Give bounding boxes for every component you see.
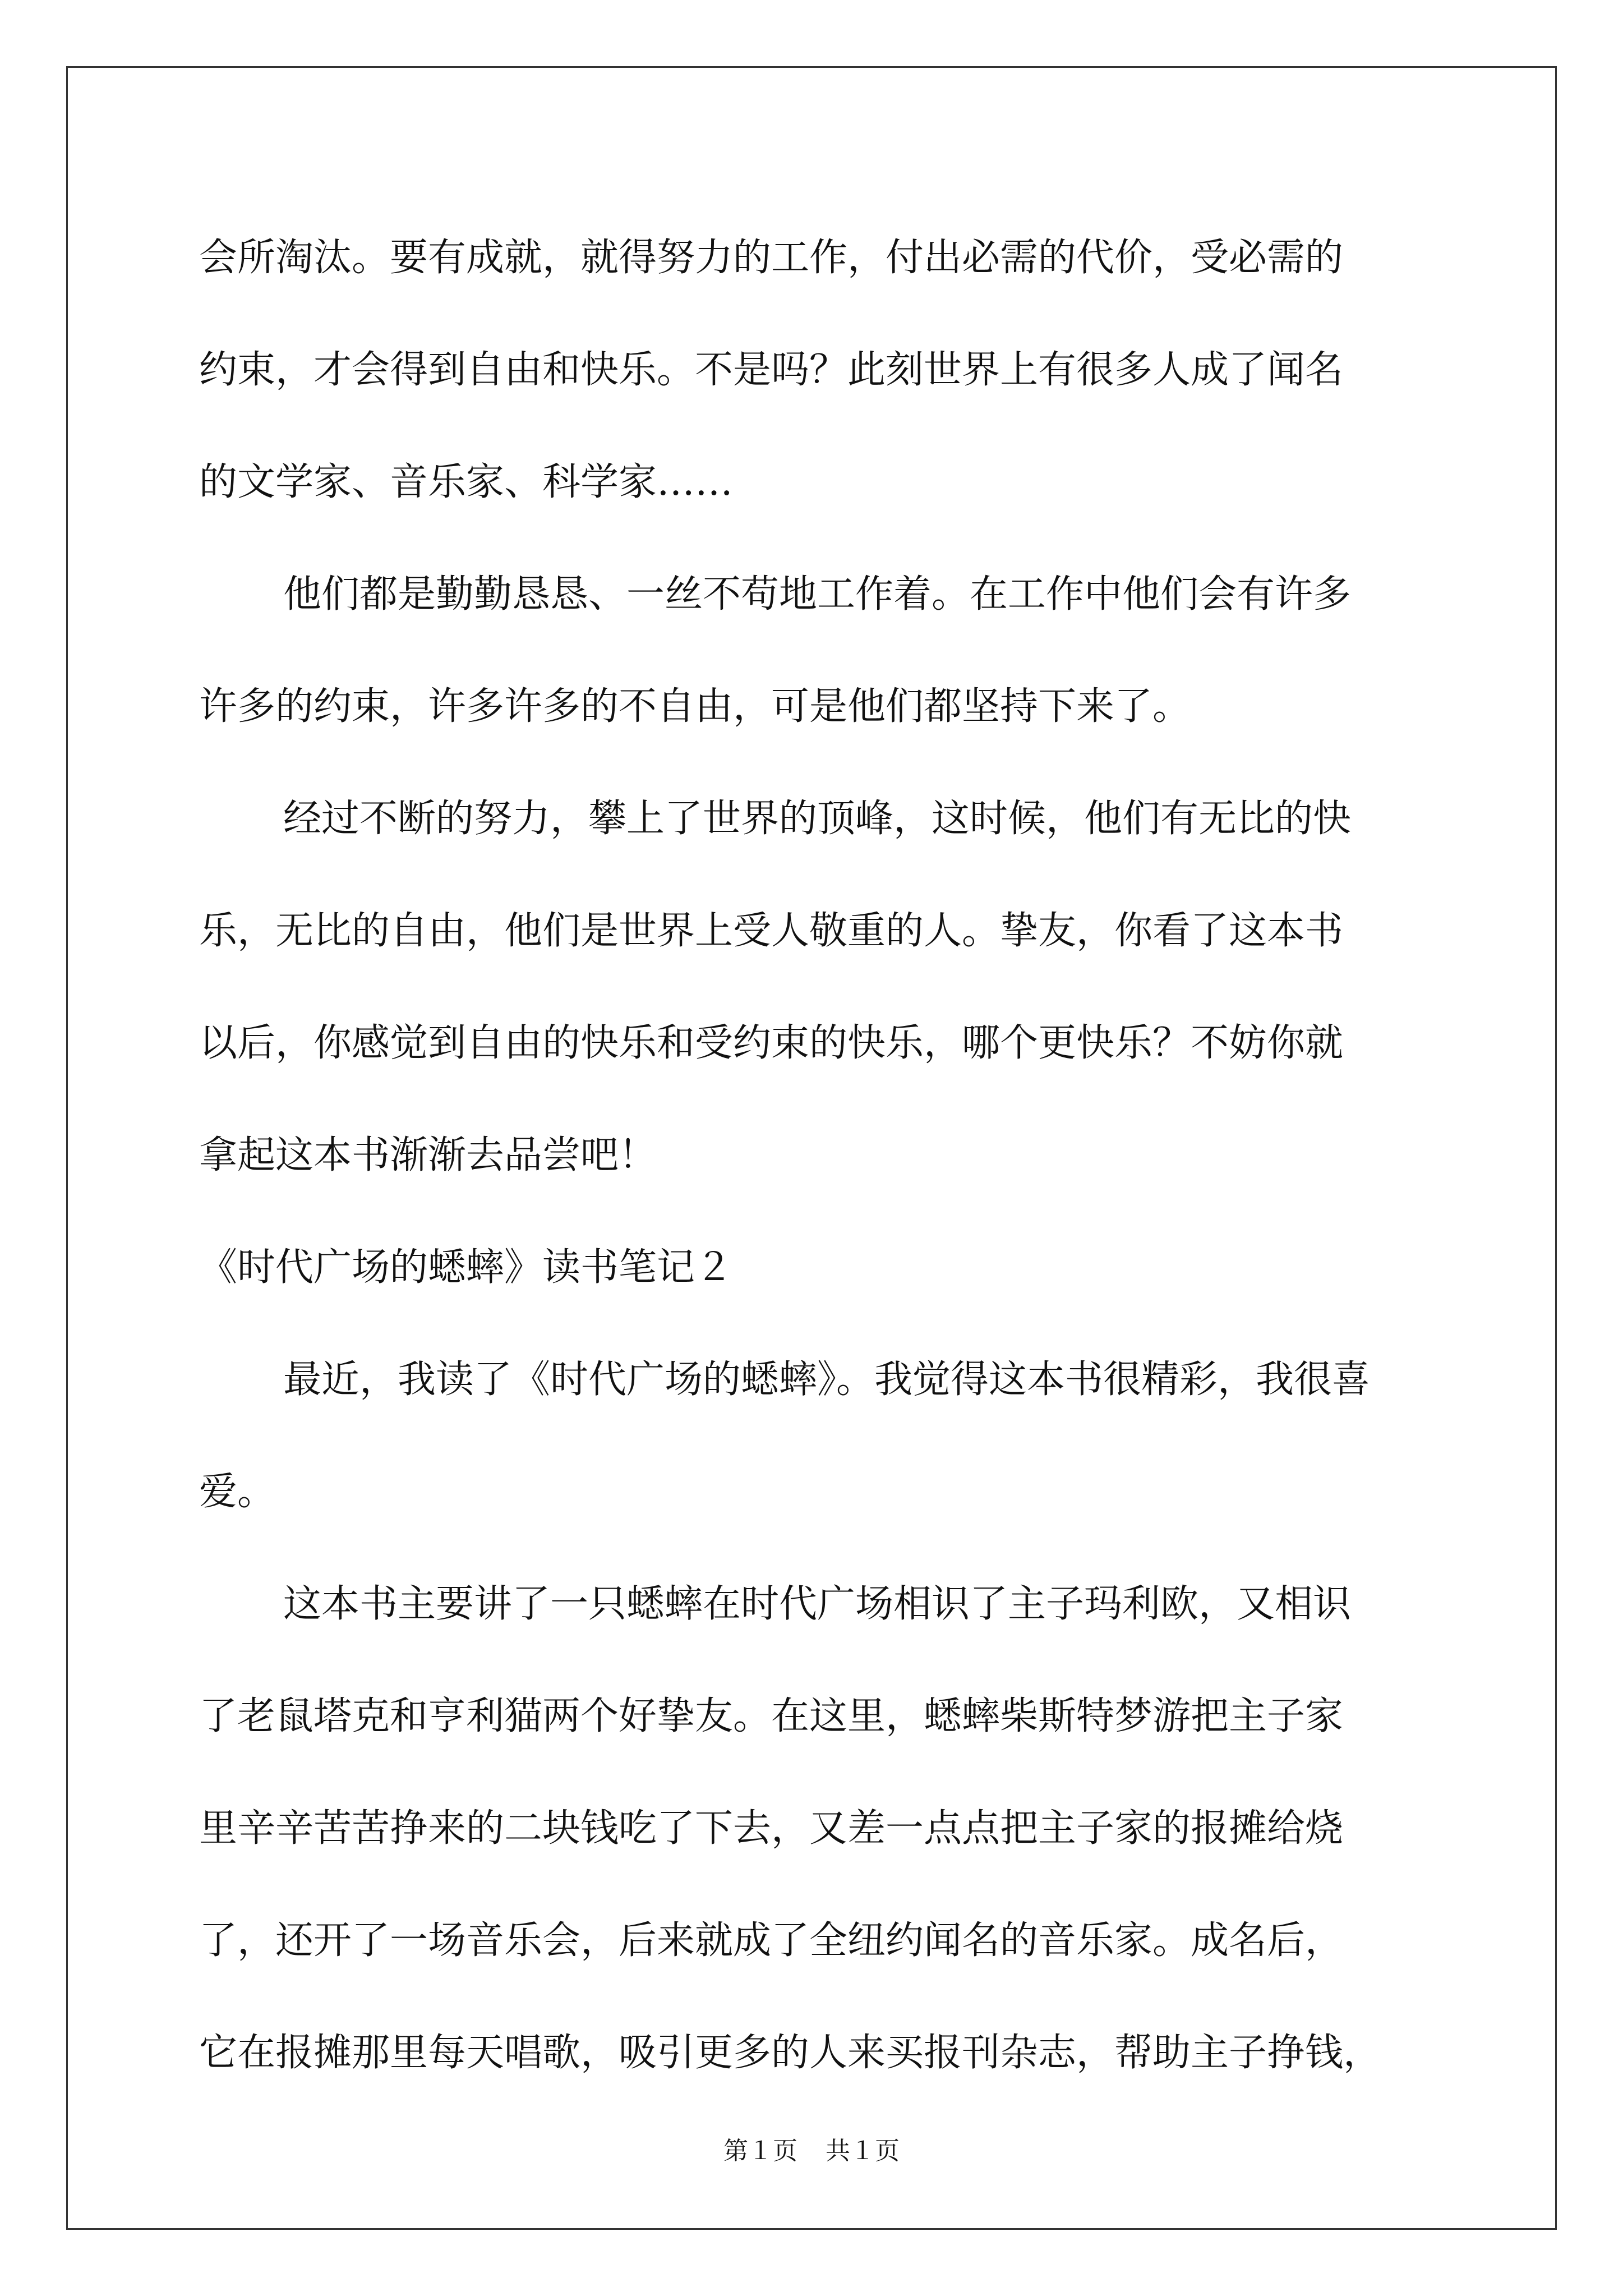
text-line: 约束，才会得到自由和快乐。不是吗？此刻世界上有很多人成了闻名 (199, 348, 1344, 392)
text-line: 乐，无比的自由，他们是世界上受人敬重的人。挚友，你看了这本书 (199, 909, 1344, 953)
text-line: 拿起这本书渐渐去品尝吧！ (199, 1133, 657, 1177)
page-footer (0, 2134, 1623, 2168)
text-line: 里辛辛苦苦挣来的二块钱吃了下去，又差一点点把主子家的报摊给烧 (199, 1806, 1344, 1851)
text-line: 这本书主要讲了一只蟋蟀在时代广场相识了主子玛利欧，又相识 (283, 1582, 1352, 1626)
section-heading: 《时代广场的蟋蟀》读书笔记２ (199, 1245, 734, 1290)
document-body (199, 202, 1433, 2109)
text-line: 了，还开了一场音乐会，后来就成了全纽约闻名的音乐家。成名后， (199, 1918, 1344, 1963)
text-line: 经过不断的努力，攀上了世界的顶峰，这时候，他们有无比的快 (283, 797, 1352, 841)
text-line: 了老鼠塔克和亨利猫两个好挚友。在这里，蟋蟀柴斯特梦游把主子家 (199, 1694, 1344, 1738)
text-line: 以后，你感觉到自由的快乐和受约束的快乐，哪个更快乐？不妨你就 (199, 1021, 1344, 1065)
page-number: 第１页 (723, 2137, 797, 2165)
page-total: 共１页 (826, 2137, 900, 2165)
text-line: 爱。 (199, 1470, 276, 1514)
text-line: 会所淘汰。要有成就，就得努力的工作，付出必需的代价，受必需的 (199, 236, 1344, 280)
text-line: 最近，我读了《时代广场的蟋蟀》。我觉得这本书很精彩，我很喜 (283, 1358, 1371, 1402)
text-line: 他们都是勤勤恳恳、一丝不苟地工作着。在工作中他们会有许多 (283, 572, 1352, 616)
text-line: 它在报摊那里每天唱歌，吸引更多的人来买报刊杂志，帮助主子挣钱， (199, 2031, 1382, 2075)
text-line: 许多的约束，许多许多的不自由，可是他们都坚持下来了。 (199, 684, 1191, 729)
text-line: 的文学家、音乐家、科学家…… (199, 460, 734, 504)
